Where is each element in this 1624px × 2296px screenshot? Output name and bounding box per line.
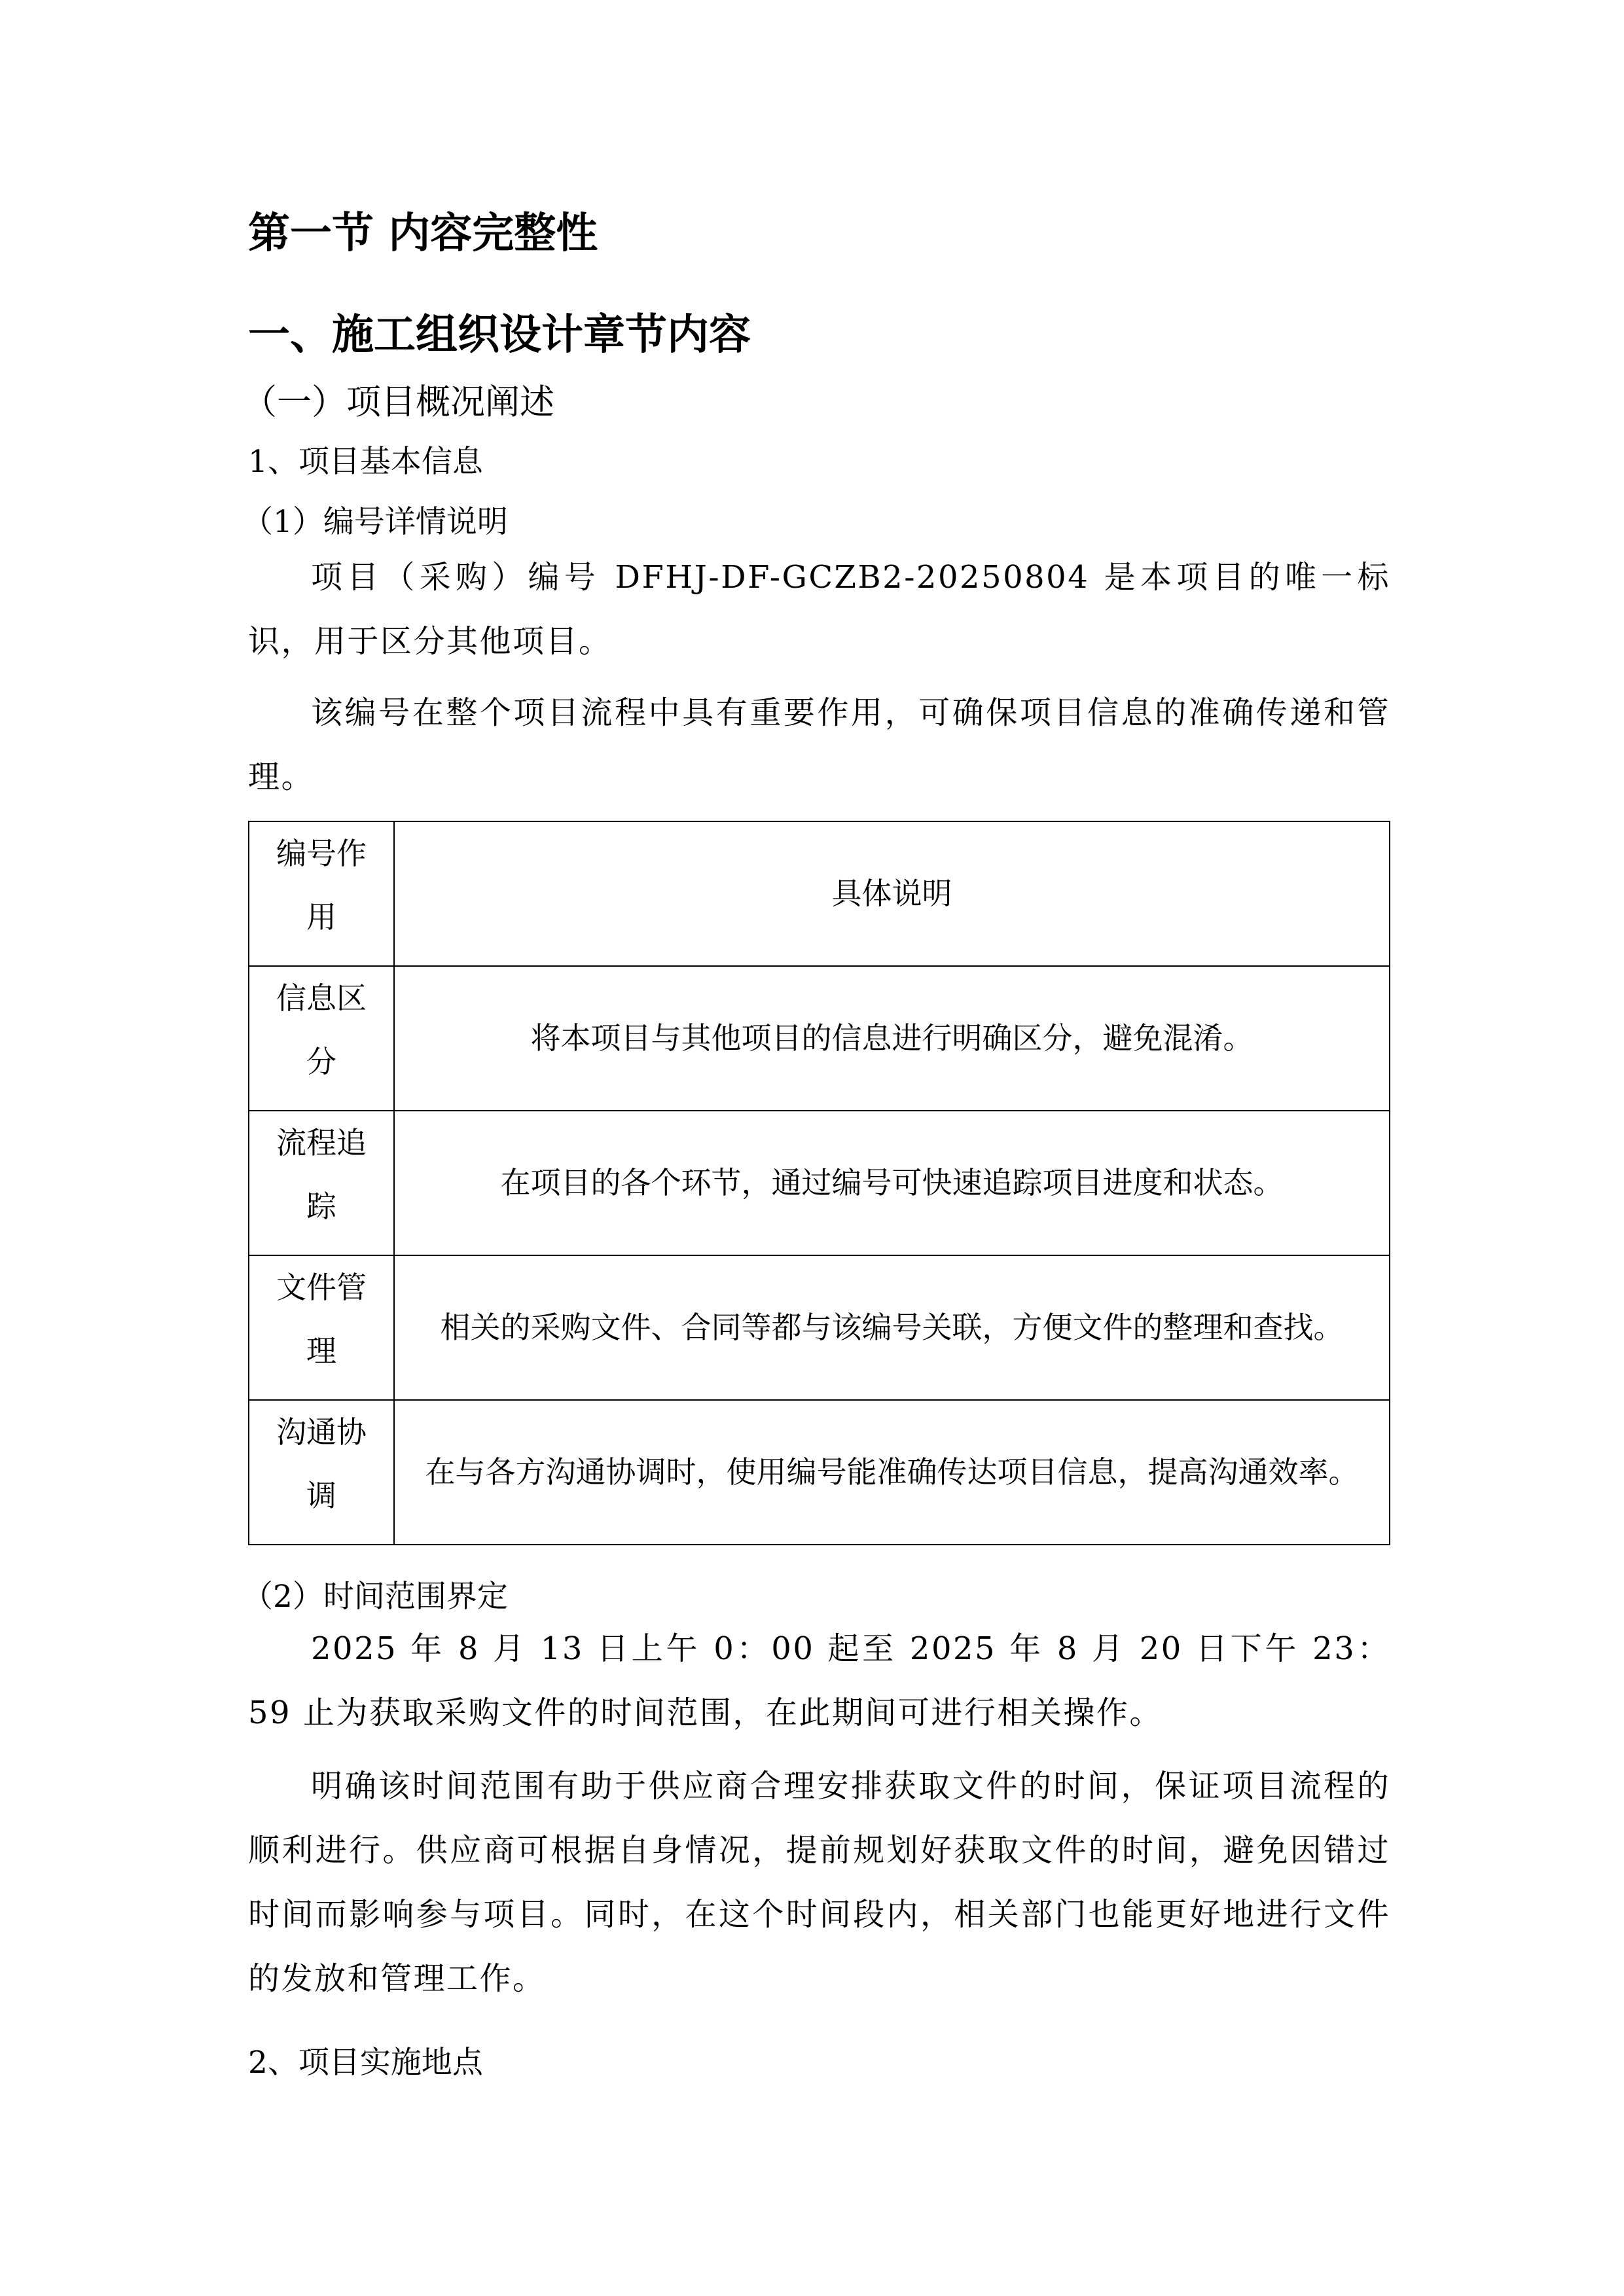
table-header-row (249, 821, 1390, 966)
table-cell: 文件管理 (276, 1270, 367, 1369)
sub-1-title: （1）编号详情说明 (242, 504, 508, 540)
header-cell: 编号作用 (276, 836, 367, 935)
chapter-title: 一、施工组织设计章节内容 (248, 311, 751, 359)
table-cell: 相关的采购文件、合同等都与该编号关联，方便文件的整理和查找。 (394, 1255, 1390, 1400)
header-cell: 具体说明 (394, 821, 1390, 966)
number-purpose-table (248, 821, 1390, 1545)
table-row (249, 1400, 1390, 1545)
paragraph: 明确该时间范围有助于供应商合理安排获取文件的时间，保证项目流程的顺利进行。供应商可根据自身情况，提前规划好获取文件的时间，避免因错过时间而影响参与项目。同时，在这个时间段内，相关部门也能更好地进行文件的发放和管理工作。 (248, 1768, 1390, 1997)
table-cell: 将本项目与其他项目的信息进行明确区分，避免混淆。 (394, 966, 1390, 1111)
item-1-title: 1、项目基本信息 (248, 444, 483, 480)
table-cell: 沟通协调 (276, 1414, 367, 1513)
table-cell: 在项目的各个环节，通过编号可快速追踪项目进度和状态。 (394, 1111, 1390, 1255)
section-title: 第一节 内容完整性 (248, 209, 598, 258)
paragraph: 该编号在整个项目流程中具有重要作用，可确保项目信息的准确传递和管理。 (248, 694, 1390, 795)
table-row (249, 1255, 1390, 1400)
table-row (249, 1111, 1390, 1255)
table-cell: 流程追踪 (276, 1125, 367, 1224)
table-cell: 在与各方沟通协调时，使用编号能准确传达项目信息，提高沟通效率。 (394, 1400, 1390, 1545)
paragraph: 项目（采购）编号 DFHJ-DF-GCZB2-20250804 是本项目的唯一标识，用于区分其他项目。 (248, 559, 1390, 660)
table-cell: 信息区分 (276, 980, 367, 1079)
table-row (249, 966, 1390, 1111)
sub-2-title: （2）时间范围界定 (242, 1579, 508, 1615)
subsection-title: （一）项目概况阐述 (242, 382, 554, 422)
item-2-title: 2、项目实施地点 (248, 2045, 483, 2081)
paragraph: 2025 年 8 月 13 日上午 0：00 起至 2025 年 8 月 20 日下午 23：59 止为获取采购文件的时间范围，在此期间可进行相关操作。 (248, 1630, 1390, 1731)
